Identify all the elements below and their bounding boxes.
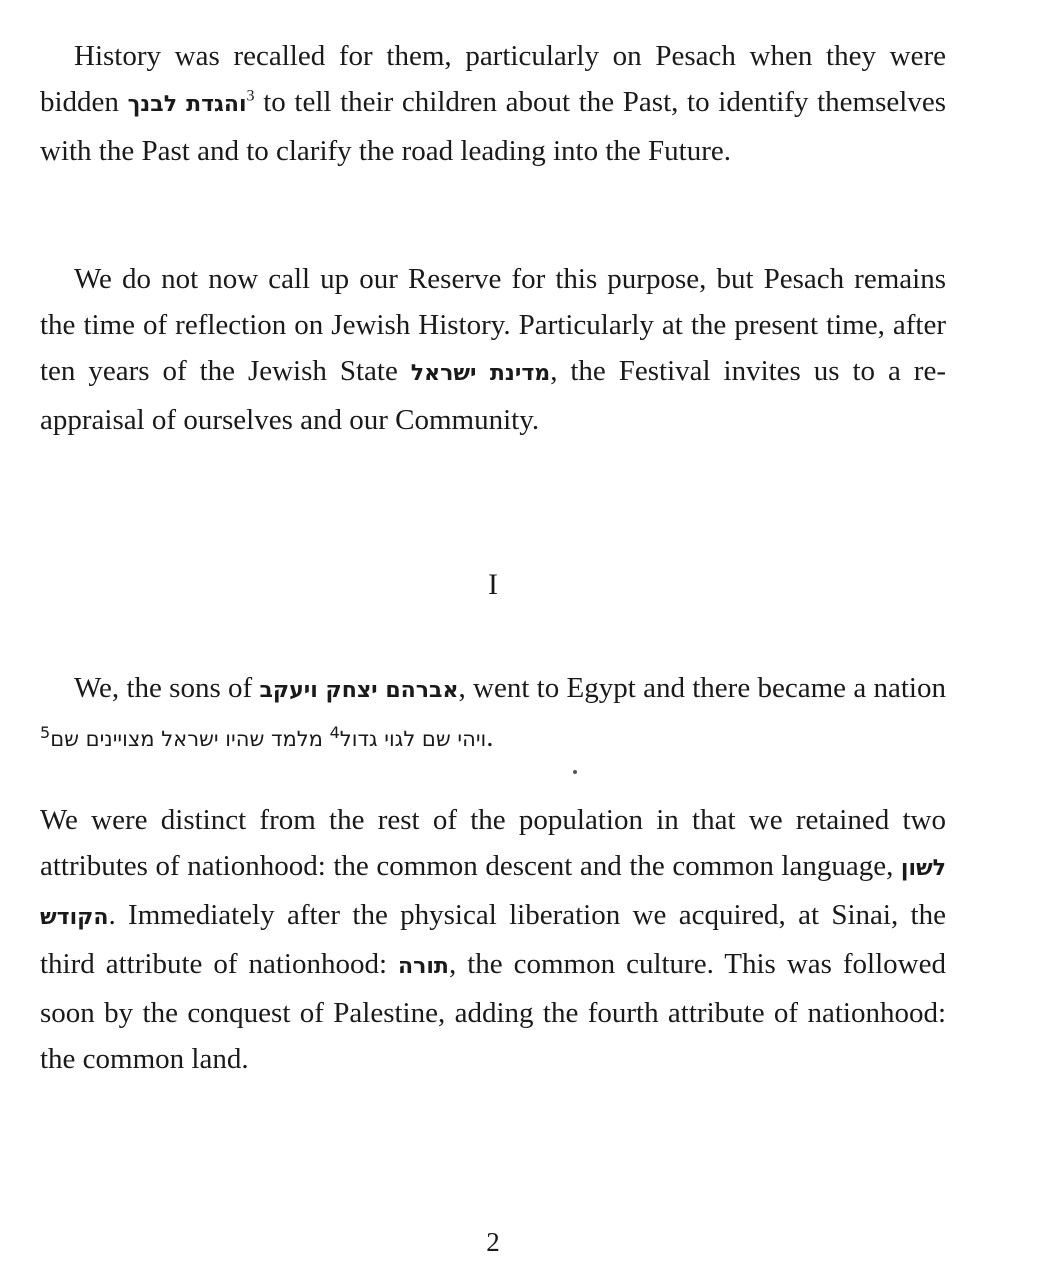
- hebrew-phrase: והגדת לבנך: [127, 92, 247, 117]
- paragraph-reflection: [40, 256, 946, 443]
- hebrew-quote: מלמד שהיו ישראל מצויינים שם: [50, 727, 323, 751]
- paragraph-text: .: [486, 721, 494, 753]
- stray-dot: [573, 770, 577, 774]
- hebrew-phrase: תורה: [398, 954, 449, 979]
- footnote-marker: 4: [329, 723, 340, 742]
- paragraph-text: We do not now call up our Reserve for this purpose, but Pesach remains the time of reflection on Jewish History. Particularly at the present time, after ten years of the Jewish State: [40, 263, 946, 387]
- hebrew-phrase: מדינת ישראל: [410, 361, 551, 386]
- hebrew-phrase: לשון הקודש: [40, 856, 946, 930]
- paragraph-text: . Immediately after the physical liberation we acquired, at Sinai, the third attribute of nationhood:: [40, 899, 946, 980]
- paragraph-text: History was recalled for them, particularly on Pesach when they were bidden: [40, 40, 946, 118]
- paragraph-text: , the common culture. This was followed soon by the conquest of Palestine, adding the fourth attribute of nationhood: the common land.: [40, 948, 946, 1075]
- footnote-marker: 3: [246, 87, 255, 105]
- paragraph-sons-of-abraham: [40, 665, 946, 762]
- section-heading: I: [488, 568, 498, 601]
- paragraph-attributes-of-nationhood: [40, 797, 946, 1082]
- paragraph-text: , went to Egypt and there became a nation: [458, 672, 946, 704]
- paragraph-history-pesach: [40, 33, 946, 174]
- hebrew-phrase: [40, 723, 487, 751]
- paragraph-text: We, the sons of: [74, 672, 260, 704]
- paragraph-text: to tell their children about the Past, to identify themselves with the Past and to clarify the road leading into the Future.: [40, 86, 946, 167]
- hebrew-phrase: אברהם יצחק ויעקב: [259, 678, 459, 703]
- hebrew-quote: ויהי שם לגוי גדול: [339, 727, 487, 751]
- page-number: 2: [486, 1227, 500, 1257]
- paragraph-text: , the Festival invites us to a re-appraisal of ourselves and our Community.: [40, 355, 946, 436]
- paragraph-text: We were distinct from the rest of the population in that we retained two attributes of nationhood: the common descent and the common language,: [40, 804, 946, 882]
- footnote-marker: 5: [40, 723, 51, 742]
